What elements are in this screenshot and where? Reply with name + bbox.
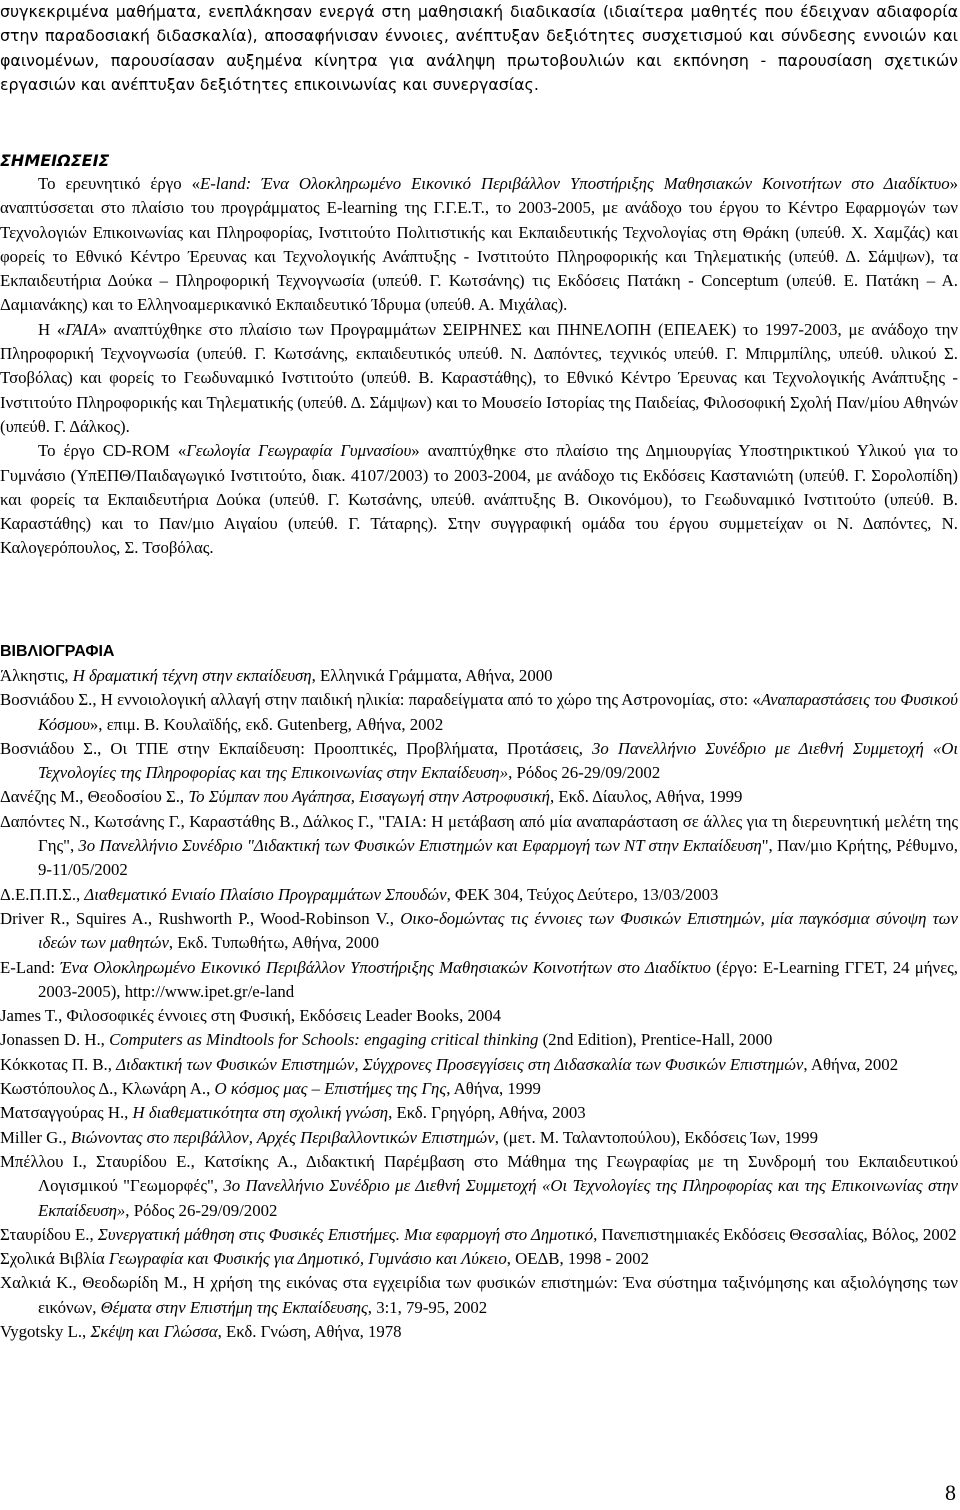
text-run: Vygotsky L.,: [0, 1322, 91, 1342]
text-run: , Αθήνα, 1999: [446, 1079, 541, 1099]
bibliography-heading: ΒΙΒΛΙΟΓΡΑΦΙΑ: [0, 643, 115, 660]
italic-text: Computers as Mindtools for Schools: engaging critical thinking: [109, 1030, 539, 1050]
text-run: , Ρόδος 26-29/09/2002: [125, 1200, 278, 1220]
italic-text: Θέματα στην Επιστήμη της Εκπαίδευσης: [100, 1297, 368, 1317]
italic-text: Διδακτική των Φυσικών Επιστημών, Σύγχρονες Προσεγγίσεις στη Διδασκαλία των Φυσικών Επιστημών: [116, 1054, 804, 1074]
text-run: » αναπτύχθηκε στο πλαίσιο της Δημιουργίας Υποστηρικτικού Υλικού για το Γυμνάσιο (ΥπΕΠΘ/Παιδαγωγικό Ινστιτούτο, διακ. 4107/2003) το 2003-2004, με ανάδοχο τις Εκδόσεις Καστανιώτη (υπεύθ. Γ. Σορολοπίδη) και φορείς τα Εκπαιδευτήρια Δούκα (υπεύθ. Γ. Κωτσάνης, υπεύθ. ανάπτυξης Β. Οικονόμου), το Γεωδυναμικό Ινστιτούτο (υπεύθ. Β. Καραστάθης) και το Παν/μιο Αιγαίου (υπεύθ. Γ. Τάταρης). Στην συγγραφική ομάδα του έργου συμμετείχαν οι Ν. Δαπόντες, Ν. Καλογερόπουλος, Σ. Τσοβόλας.: [0, 441, 958, 558]
italic-text: Γεωγραφία και Φυσικής για Δημοτικό, Γυμνάσιο και Λύκειο: [108, 1249, 507, 1269]
text-run: Ματσαγγούρας Η.,: [0, 1103, 133, 1123]
text-run: » αναπτύσσεται στο πλαίσιο του προγράμματος E-learning της Γ.Γ.Ε.Τ., το 2003-2005, με ανάδοχο του έργου το Κέντρο Εφαρμογών των Τεχνολογιών Επικοινωνίας και Πληροφορίας, Ινστιτούτο Πολιτιστικής και Εκπαιδευτικής Τεχνολογίας στη Θράκη (υπεύθ. Χ. Χαμζάς) και φορείς το Εθνικό Κέντρο Έρευνας και Τεχνολογικής Ανάπτυξης - Ινστιτούτο Πληροφορικής και Τηλεματικής (υπεύθ. Δ. Σάμψων), τα Εκπαιδευτήρια Δούκα – Πληροφορική Τεχνογνωσία (υπεύθ. Γ. Κωτσάνης) τις Εκδόσεις Πατάκη - Conceptum (υπεύθ. Ε. Πατάκη – Α. Δαμιανάκης) και το Ελληνοαμερικανικό Εκπαιδευτικό Ίδρυμα (υπεύθ. Α. Μιχάλας).: [0, 174, 958, 315]
text-run: , ΟΕΔΒ, 1998 - 2002: [506, 1249, 649, 1269]
italic-text: Ένα Ολοκληρωμένο Εικονικό Περιβάλλον Υποστήριξης Μαθησιακών Κοινοτήτων στο Διαδίκτυο: [60, 957, 711, 977]
notes-heading: ΣΗΜΕΙΩΣΕΙΣ: [0, 151, 110, 170]
italic-text: 3ο Πανελλήνιο Συνέδριο με Διεθνή Συμμετοχή «Οι Τεχνολογίες της Πληροφορίας και της Επικοινωνίας στην Εκπαίδευση»: [38, 1176, 958, 1220]
text-run: , (μετ. Μ. Ταλαντοπούλου), Εκδόσεις Ίων, 1999: [494, 1127, 818, 1147]
text-run: , Πανεπιστημιακές Εκδόσεις Θεσσαλίας, Βόλος, 2002: [593, 1224, 957, 1244]
text-run: Μπέλλου Ι., Σταυρίδου Ε., Κατσίκης Α., Διδακτική Παρέμβαση στο Μάθημα της Γεωγραφίας με τη Συνδρομή του Εκπαιδευτικού Λογισμικού "Γεωμορφές",: [0, 1151, 958, 1196]
bibliography-entry: [0, 1150, 958, 1223]
bibliography-entry: [0, 1271, 958, 1320]
bibliography-entry: [0, 956, 958, 1005]
bibliography-entry: [0, 664, 958, 688]
text-run: , Ελληνικά Γράμματα, Αθήνα, 2000: [311, 666, 553, 685]
text-run: Δ.Ε.Π.Π.Σ.,: [0, 884, 85, 904]
note-paragraph: [0, 439, 958, 560]
bibliography-entry: [0, 688, 958, 737]
notes-section: [0, 172, 958, 561]
text-run: Βοσνιάδου Σ., Η εννοιολογική αλλαγή στην παιδική ηλικία: παραδείγματα από το χώρο της Αστρονομίας, στο: «: [0, 690, 761, 710]
bibliography-entry: [0, 883, 958, 907]
text-run: Κόκκοτας Π. Β.,: [0, 1054, 117, 1074]
text-run: Η «: [38, 319, 66, 339]
text-run: Δανέζης Μ., Θεοδοσίου Σ.,: [0, 787, 189, 807]
italic-text: Η δραματική τέχνη στην εκπαίδευση: [72, 666, 312, 685]
text-run: , Εκδ. Δίαυλος, Αθήνα, 1999: [550, 787, 743, 807]
text-run: » αναπτύχθηκε στο πλαίσιο των Προγραμμάτων ΣΕΙΡΗΝΕΣ και ΠΗΝΕΛΟΠΗ (ΕΠΕΑΕΚ) το 1997-2003, με ανάδοχο την Πληροφορική Τεχνογνωσία (υπεύθ. Γ. Κωτσάνης, εκπαιδευτικός υπεύθ. Ν. Δαπόντες, τεχνικός υπεύθ. Γ. Μπιρμπίλης, υπεύθ. υλικού Σ. Τσοβόλας) και φορείς το Γεωδυναμικό Ινστιτούτο (υπεύθ. Β. Καραστάθης), το Εθνικό Κέντρο Έρευνας και Τεχνολογικής Ανάπτυξης - Ινστιτούτο Πληροφορικής και Τηλεματικής (υπεύθ. Δ. Σάμψων) και το Μουσείο Ιστορίας της Παιδείας, Φιλοσοφική Σχολή Παν/μίου Αθηνών (υπεύθ. Γ. Δάλκος).: [0, 319, 958, 436]
italic-text: Σκέψη και Γλώσσα: [90, 1322, 218, 1342]
text-run: Jonassen D. H.,: [0, 1030, 110, 1050]
bibliography-entry: [0, 1320, 958, 1344]
italic-text: Οικο-δομώντας τις έννοιες των Φυσικών Επιστημών, μία παγκόσμια σύνοψη των ιδεών των μαθητών: [38, 908, 958, 953]
text-run: (2nd Edition), Prentice-Hall, 2000: [538, 1030, 773, 1050]
bibliography-entry: [0, 1126, 958, 1150]
text-run: , Εκδ. Γνώση, Αθήνα, 1978: [217, 1322, 402, 1342]
text-run: Miller G.,: [0, 1127, 71, 1147]
text-run: James T., Φιλοσοφικές έννοιες στη Φυσική, Εκδόσεις Leader Books, 2004: [0, 1006, 502, 1026]
text-run: Βοσνιάδου Σ., Οι ΤΠΕ στην Εκπαίδευση: Προοπτικές, Προβλήματα, Προτάσεις,: [0, 738, 592, 758]
text-run: », επιμ. Β. Κουλαϊδής, εκδ. Gutenberg, Αθήνα, 2002: [89, 714, 444, 734]
text-run: Άλκηστις,: [0, 666, 73, 685]
italic-text: Αναπαραστάσεις του Φυσικού Κόσμου: [38, 690, 958, 734]
text-run: , Εκδ. Γρηγόρη, Αθήνα, 2003: [388, 1103, 586, 1123]
italic-text: 3ο Πανελλήνιο Συνέδριο "Διδακτική των Φυσικών Επιστημών και Εφαρμογή των ΝΤ στην Εκπαίδευση: [78, 836, 762, 856]
bibliography-entry: [0, 1247, 958, 1271]
bibliography-entry: [0, 1028, 958, 1052]
note-paragraph: [0, 172, 958, 318]
bibliography-entry: [0, 1053, 958, 1077]
bibliography-entry: [0, 810, 958, 883]
text-run: Σταυρίδου Ε.,: [0, 1224, 98, 1244]
text-run: ", Παν/μιο Κρήτης, Ρέθυμνο, 9-11/05/2002: [38, 836, 958, 880]
text-run: , Εκδ. Τυπωθήτω, Αθήνα, 2000: [168, 933, 380, 953]
bibliography-entry: [0, 907, 958, 956]
italic-text: Βιώνοντας στο περιβάλλον, Αρχές Περιβαλλοντικών Επιστημών: [70, 1127, 495, 1147]
bibliography-list: [0, 664, 958, 1344]
text-run: Το έργο CD-ROM «: [38, 441, 187, 461]
italic-text: Η διαθεματικότητα στη σχολική γνώση: [132, 1103, 389, 1123]
bibliography-entry: [0, 785, 958, 809]
text-run: , Ρόδος 26-29/09/2002: [508, 763, 661, 783]
text-run: , 3:1, 79-95, 2002: [367, 1297, 488, 1317]
text-run: , Αθήνα, 2002: [803, 1054, 899, 1074]
bibliography-entry: [0, 1004, 958, 1028]
italic-text: Ο κόσμος μας – Επιστήμες της Γης: [214, 1079, 447, 1099]
text-run: Χαλκιά Κ., Θεοδωρίδη Μ., Η χρήση της εικόνας στα εγχειρίδια των φυσικών επιστημών: Ένα σύστημα ταξινόμησης και αξιολόγησης των εικόνων,: [0, 1273, 958, 1317]
bibliography-entry: [0, 1101, 958, 1125]
text-run: Driver R., Squires A., Rushworth P., Wood-Robinson V.,: [0, 908, 401, 928]
text-run: Σχολικά Βιβλία: [0, 1249, 109, 1269]
text-run: Κωστόπουλος Δ., Κλωνάρη Α.,: [0, 1079, 215, 1099]
note-paragraph: [0, 318, 958, 439]
italic-text: Διαθεματικό Ενιαίο Πλαίσιο Προγραμμάτων Σπουδών: [84, 884, 447, 904]
italic-text: E-land: Ένα Ολοκληρωμένο Εικονικό Περιβάλλον Υποστήριξης Μαθησιακών Κοινοτήτων στο Διαδίκτυο: [199, 174, 950, 193]
italic-text: Γεωλογία Γεωγραφία Γυμνασίου: [186, 441, 412, 461]
text-run: (έργο: E-Learning ΓΓΕΤ, 24 μήνες, 2003-2005), http://www.ipet.gr/e-land: [38, 957, 958, 1001]
text-run: E-Land:: [0, 957, 61, 977]
text-run: Το ερευνητικό έργο «: [38, 174, 200, 193]
intro-paragraph: συγκεκριμένα μαθήματα, ενεπλάκησαν ενεργά στη μαθησιακή διαδικασία (ιδιαίτερα μαθητές που έδειχναν αδιαφορία στην παραδοσιακή διδασκαλία), αποσαφήνισαν έννοιες, ανέπτυξαν δεξιότητες συσχετισμού και σύνδεσης εννοιών και φαινομένων, παρουσίασαν αυξημένα κίνητρα για ανάληψη πρωτοβουλιών και εκπόνηση - παρουσίαση σχετικών εργασιών και ανέπτυξαν δεξιότητες επικοινωνίας και συνεργασίας.: [0, 2, 958, 94]
bibliography-entry: [0, 737, 958, 786]
italic-text: 3ο Πανελλήνιο Συνέδριο με Διεθνή Συμμετοχή «Οι Τεχνολογίες της Πληροφορίας και της Επικοινωνίας στην Εκπαίδευση»: [38, 738, 958, 783]
page-number: 8: [945, 1480, 956, 1505]
bibliography-entry: [0, 1077, 958, 1101]
text-run: Δαπόντες Ν., Κωτσάνης Γ., Καραστάθης Β., Δάλκος Γ., "ΓΑΙΑ: Η μετάβαση από μία αναπαράσταση σε άλλες για τη διερευνητική μελέτη της Γης",: [0, 811, 958, 856]
italic-text: Το Σύμπαν που Αγάπησα, Εισαγωγή στην Αστροφυσική: [188, 787, 551, 807]
bibliography-entry: [0, 1223, 958, 1247]
italic-text: ΓΑΙΑ: [65, 319, 99, 339]
italic-text: Συνεργατική μάθηση στις Φυσικές Επιστήμες. Μια εφαρμογή στο Δημοτικό: [97, 1224, 594, 1244]
text-run: , ΦΕΚ 304, Τεύχος Δεύτερο, 13/03/2003: [446, 884, 719, 904]
